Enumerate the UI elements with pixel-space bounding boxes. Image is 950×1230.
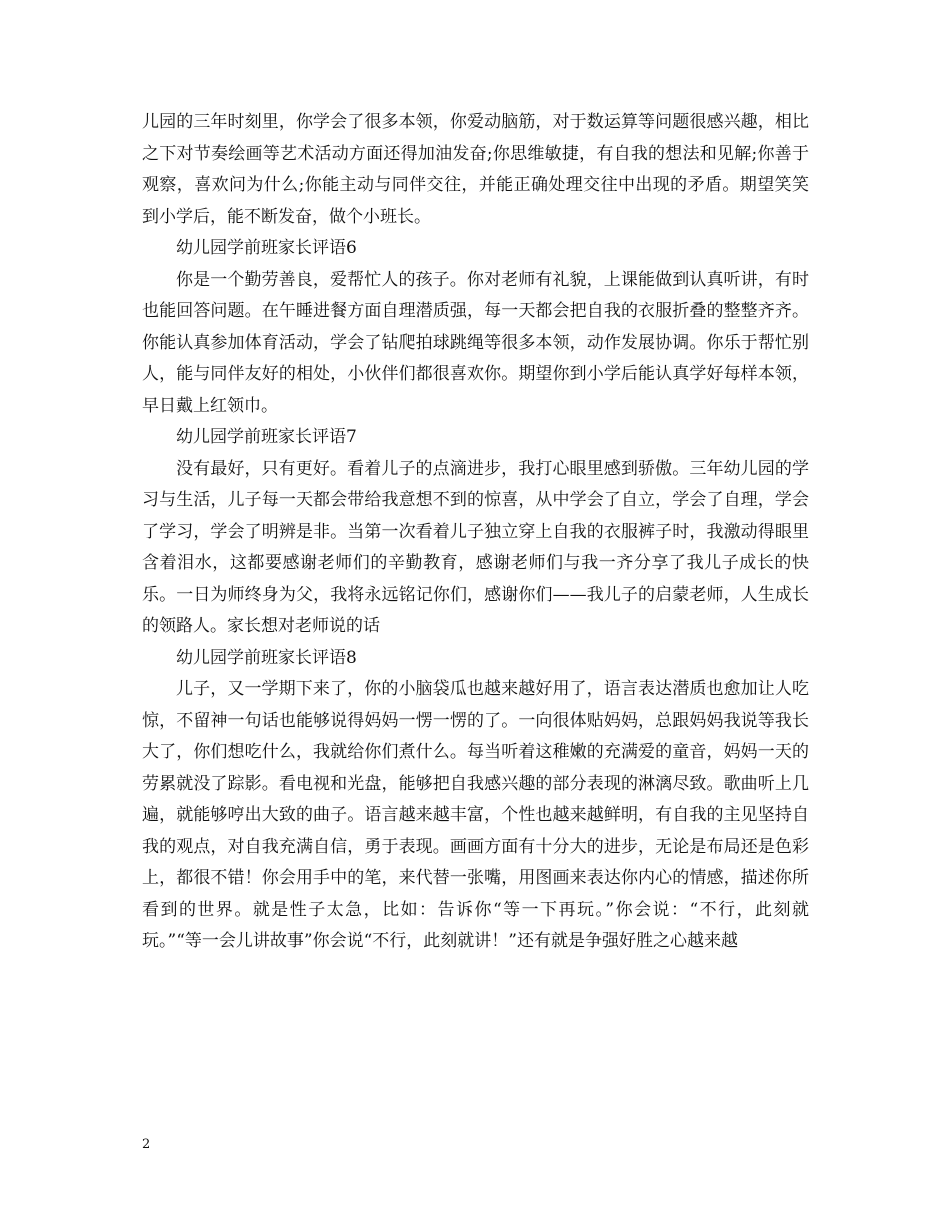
section-heading-8: 幼儿园学前班家长评语8 xyxy=(176,647,357,668)
page-number: 2 xyxy=(142,1137,151,1152)
section-heading-6: 幼儿园学前班家长评语6 xyxy=(176,238,357,258)
paragraph-evaluation-6: 你是一个勤劳善良，爱帮忙人的孩子。你对老师有礼貌，上课能做到认真听讲，有时也能回答问题。在午睡进餐方面自理潜质强，每一天都会把自我的衣服折叠的整整齐齐。你能认真参加体育活动，学会了钻爬拍球跳绳等很多本领，动作发展协调。你乐于帮忙别人，能与同伴友好的相处，小伙伴们都很喜欢你。期望你到小学后能认真学好每样本领，早日戴上红领巾。 xyxy=(142,269,809,416)
paragraph-continued: 儿园的三年时刻里，你学会了很多本领，你爱动脑筋，对于数运算等问题很感兴趣，相比之下对节奏绘画等艺术活动方面还得加油发奋;你思维敏捷，有自我的想法和见解;你善于观察，喜欢问为什么;你能主动与同伴交往，并能正确处理交往中出现的矛盾。期望笑笑到小学后，能不断发奋，做个小班长。 xyxy=(142,112,809,227)
paragraph-evaluation-7: 没有最好，只有更好。看着儿子的点滴进步，我打心眼里感到骄傲。三年幼儿园的学习与生活，儿子每一天都会带给我意想不到的惊喜，从中学会了自立，学会了自理，学会了学习，学会了明辨是非。当第一次看着儿子独立穿上自我的衣服裤子时，我激动得眼里含着泪水，这都要感谢老师们的辛勤教育，感谢老师们与我一齐分享了我儿子成长的快乐。一日为师终身为父，我将永远铭记你们，感谢你们——我儿子的启蒙老师，人生成长的领路人。家长想对老师说的话 xyxy=(142,458,809,636)
paragraph-evaluation-8: 儿子，又一学期下来了，你的小脑袋瓜也越来越好用了，语言表达潜质也愈加让人吃惊，不留神一句话也能够说得妈妈一愣一愣的了。一向很体贴妈妈，总跟妈妈我说等我长大了，你们想吃什么，我就给你们煮什么。每当听着这稚嫩的充满爱的童音，妈妈一天的劳累就没了踪影。看电视和光盘，能够把自我感兴趣的部分表现的淋漓尽致。歌曲听上几遍，就能够哼出大致的曲子。语言越来越丰富，个性也越来越鲜明，有自我的主见坚持自我的观点，对自我充满自信，勇于表现。画画方面有十分大的进步，无论是布局还是色彩上，都很不错！你会用手中的笔，来代替一张嘴，用图画来表达你内心的情感，描述你所看到的世界。就是性子太急，比如：告诉你“等一下再玩。”你会说：“不行，此刻就玩。”“等一会儿讲故事”你会说“不行，此刻就讲！”还有就是争强好胜之心越来越 xyxy=(142,679,809,951)
document-body xyxy=(142,107,809,958)
section-heading-7: 幼儿园学前班家长评语7 xyxy=(176,427,357,447)
